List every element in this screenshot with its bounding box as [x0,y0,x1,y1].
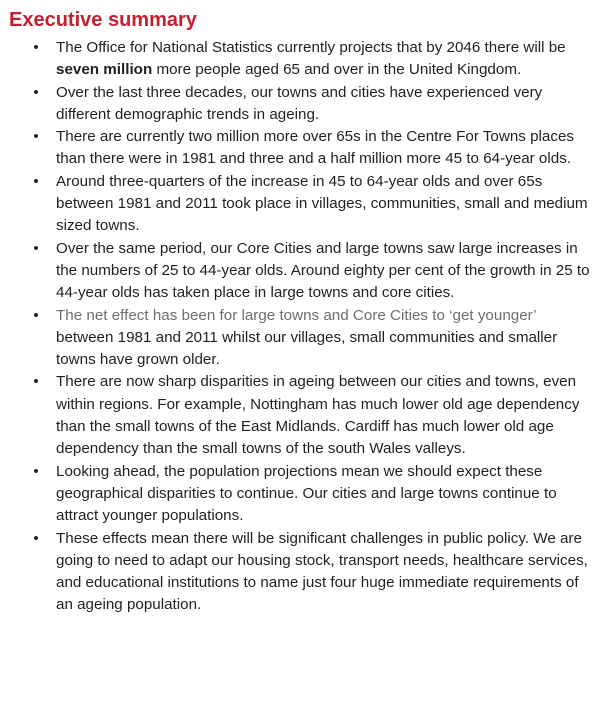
bullet-icon: • [33,39,39,56]
list-item [0,238,602,305]
muted-text-run: The net effect has been for large towns and Core Cities to ‘get younger’ [56,306,537,324]
list-item [0,171,602,238]
emphasized-text: seven million [56,61,153,79]
executive-summary-list [0,37,602,617]
list-item [0,528,602,617]
list-item [0,37,602,82]
bullet-icon: • [33,83,39,101]
bullet-icon: • [33,529,39,547]
bullet-icon: • [33,306,39,324]
list-item-text: Looking ahead, the population projections mean we should expect these geographical disparities to continue. Our cities and large towns continue to attract younger populations. [56,462,557,525]
list-item-text [56,37,592,82]
text-run: between 1981 and 2011 whilst our villages, small communities and smaller towns have grown older. [56,328,558,369]
bullet-icon: • [33,373,39,391]
bullet-icon: • [33,172,39,190]
page-title: Executive summary [9,9,197,31]
list-item-text: There are now sharp disparities in ageing between our cities and towns, even within regions. For example, Nottingham has much lower old age dependency than the small towns of the East Midlands. Cardiff has much lower old age dependency than the small towns of the south Wales valleys. [56,373,580,458]
list-item-text [56,305,592,372]
list-item-text: Over the last three decades, our towns and cities have experienced very different demographic trends in ageing. [56,83,543,123]
text-run: The Office for National Statistics currently projects that by 2046 there will be [56,39,566,56]
list-item [0,461,602,528]
list-item [0,82,602,127]
bullet-icon: • [33,128,39,146]
list-item [0,126,602,171]
text-run: more people aged 65 and over in the United Kingdom. [152,61,522,79]
list-item [0,305,602,372]
list-item [0,371,602,460]
list-item-text: Over the same period, our Core Cities and large towns saw large increases in the numbers of 25 to 44-year olds. Around eighty per cent of the growth in 25 to 44-year olds has taken place in large towns and core cities. [56,239,590,302]
bullet-icon: • [33,239,39,257]
list-item-text: There are currently two million more over 65s in the Centre For Towns places than there were in 1981 and three and a half million more 45 to 64-year olds. [56,128,574,168]
bullet-icon: • [33,462,39,480]
list-item-text: These effects mean there will be significant challenges in public policy. We are going to need to adapt our housing stock, transport needs, healthcare services, and educational institutions to name just four huge immediate requirements of an ageing population. [56,529,588,614]
list-item-text: Around three-quarters of the increase in 45 to 64-year olds and over 65s between 1981 and 2011 took place in villages, communities, small and medium sized towns. [56,172,588,235]
